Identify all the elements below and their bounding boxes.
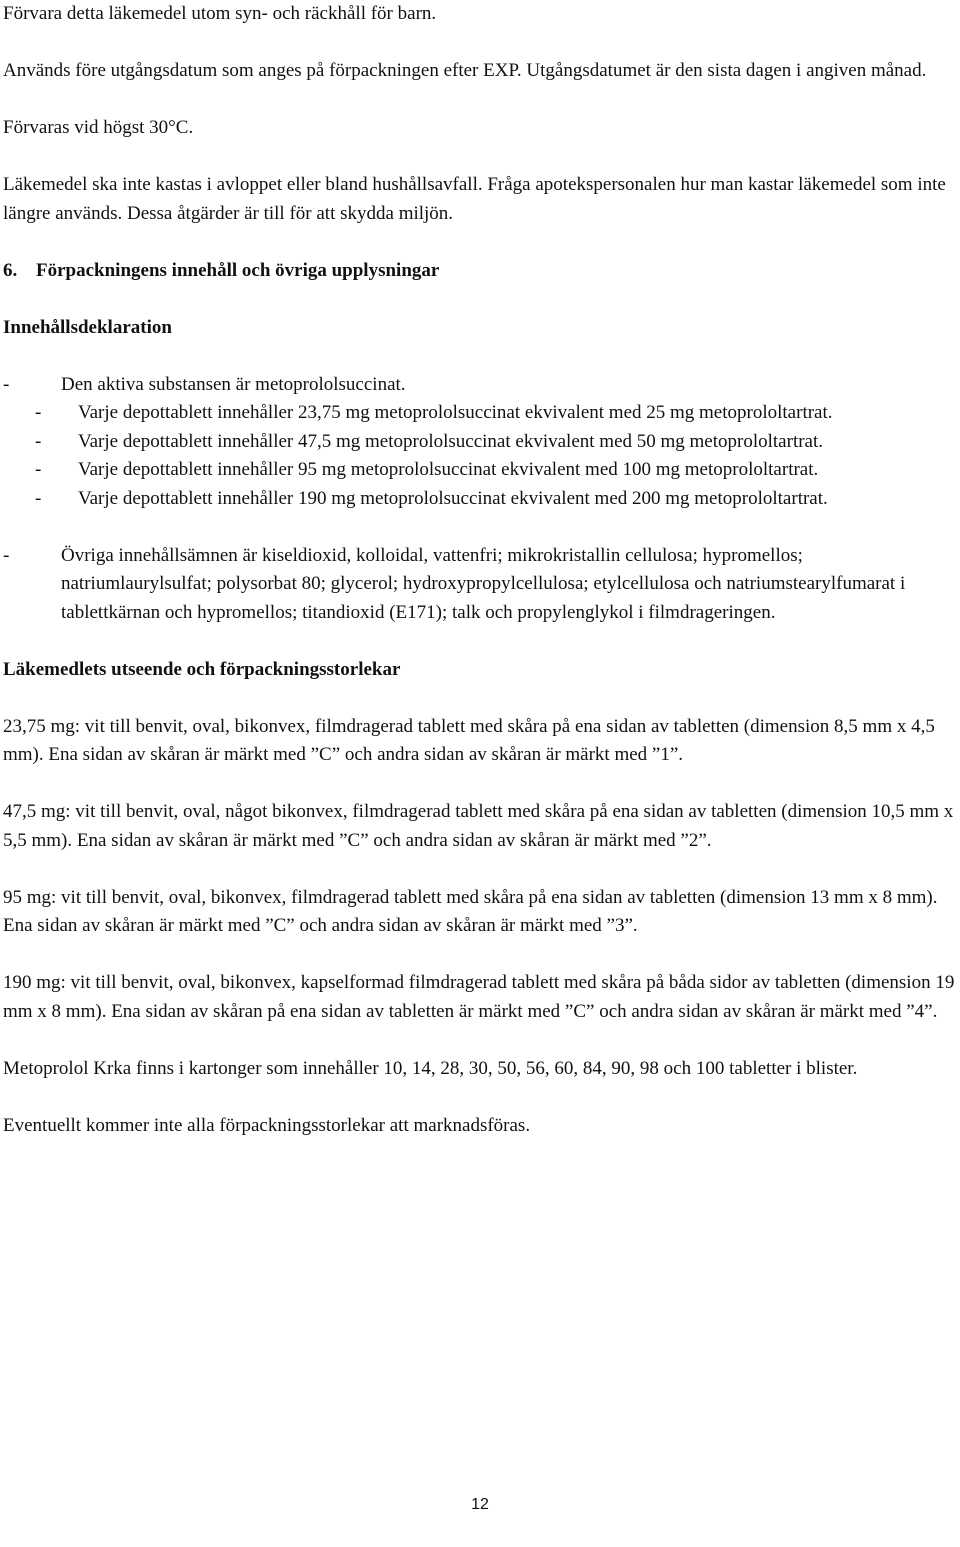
tablet-description-95mg: 95 mg: vit till benvit, oval, bikonvex, filmdragerad tablett med skåra på ena sidan av tabletten (dimension 13 mm x 8 mm). Ena sidan av skåran är märkt med ”C” och andra sidan av skåran är märkt med ”3”. [3,886,938,936]
page-number: 12 [471,1496,489,1513]
strength-text: Varje depottablett innehåller 190 mg metoprololsuccinat ekvivalent med 200 mg metoprololtartrat. [78,487,828,509]
storage-temperature: Förvaras vid högst 30°C. [3,117,194,138]
pack-sizes: Metoprolol Krka finns i kartonger som innehåller 10, 14, 28, 30, 50, 56, 60, 84, 90, 98 och 100 tabletter i blister. [3,1057,858,1079]
document-page [3,0,958,1140]
strength-item [3,456,958,485]
section-title: Förpackningens innehåll och övriga upplysningar [36,259,440,281]
excipients-item [3,542,958,628]
tablet-description-190mg: 190 mg: vit till benvit, oval, bikonvex, kapselformad filmdragerad tablett med skåra på båda sidor av tabletten (dimension 19 mm x 8 mm). Ena sidan av skåran på ena sidan av tabletten är märkt med ”C” och andra sidan av skåran är märkt med ”4”. [3,972,955,1022]
declaration-heading: Innehållsdeklaration [3,316,172,338]
tablet-description-23-75mg: 23,75 mg: vit till benvit, oval, bikonvex, filmdragerad tablett med skåra på ena sidan av tabletten (dimension 8,5 mm x 4,5 mm). Ena sidan av skåran är märkt med ”C” och andra sidan av skåran är märkt med ”1”. [3,715,935,765]
active-substance-text: Den aktiva substansen är metoprololsuccinat. [61,373,406,395]
section-number: 6. [3,259,18,281]
bullet-dash: - [35,430,42,452]
storage-disposal: Läkemedel ska inte kastas i avloppet eller bland hushållsavfall. Fråga apotekspersonalen hur man kastar läkemedel som inte längre används. Dessa åtgärder är till för att skydda miljön. [3,174,946,224]
strength-text: Varje depottablett innehåller 47,5 mg metoprololsuccinat ekvivalent med 50 mg metoprololtartrat. [78,430,824,452]
bullet-dash: - [35,487,42,509]
bullet-dash: - [35,459,42,480]
section-heading [3,257,958,286]
appearance-heading: Läkemedlets utseende och förpackningsstorlekar [3,658,401,680]
excipients-text: Övriga innehållsämnen är kiseldioxid, kolloidal, vattenfri; mikrokristallin cellulosa; hypromellos; natriumlaurylsulfat; polysorbat 80; glycerol; hydroxypropylcellulosa; etylcellulosa och natriumstearylfumarat i tablettkärnan och hypromellos; titandioxid (E171); talk och propylenglykol i filmdrageringen. [61,544,906,623]
active-substance-item [3,371,958,400]
storage-children-warning: Förvara detta läkemedel utom syn- och räckhåll för barn. [3,3,437,24]
storage-expiry: Används före utgångsdatum som anges på förpackningen efter EXP. Utgångsdatumet är den sista dagen i angiven månad. [3,60,927,81]
bullet-dash: - [3,373,10,395]
strength-text: Varje depottablett innehåller 95 mg metoprololsuccinat ekvivalent med 100 mg metoprololtartrat. [78,459,819,480]
marketing-note: Eventuellt kommer inte alla förpackningsstorlekar att marknadsföras. [3,1114,531,1136]
tablet-description-47-5mg: 47,5 mg: vit till benvit, oval, något bikonvex, filmdragerad tablett med skåra på ena sidan av tabletten (dimension 10,5 mm x 5,5 mm). Ena sidan av skåran är märkt med ”C” och andra sidan av skåran är märkt med ”2”. [3,801,954,851]
bullet-dash: - [3,544,10,566]
strength-item [3,428,958,457]
strength-text: Varje depottablett innehåller 23,75 mg metoprololsuccinat ekvivalent med 25 mg metoprololtartrat. [78,402,833,423]
strength-item [3,485,958,514]
strength-item [3,399,958,428]
bullet-dash: - [35,402,42,423]
